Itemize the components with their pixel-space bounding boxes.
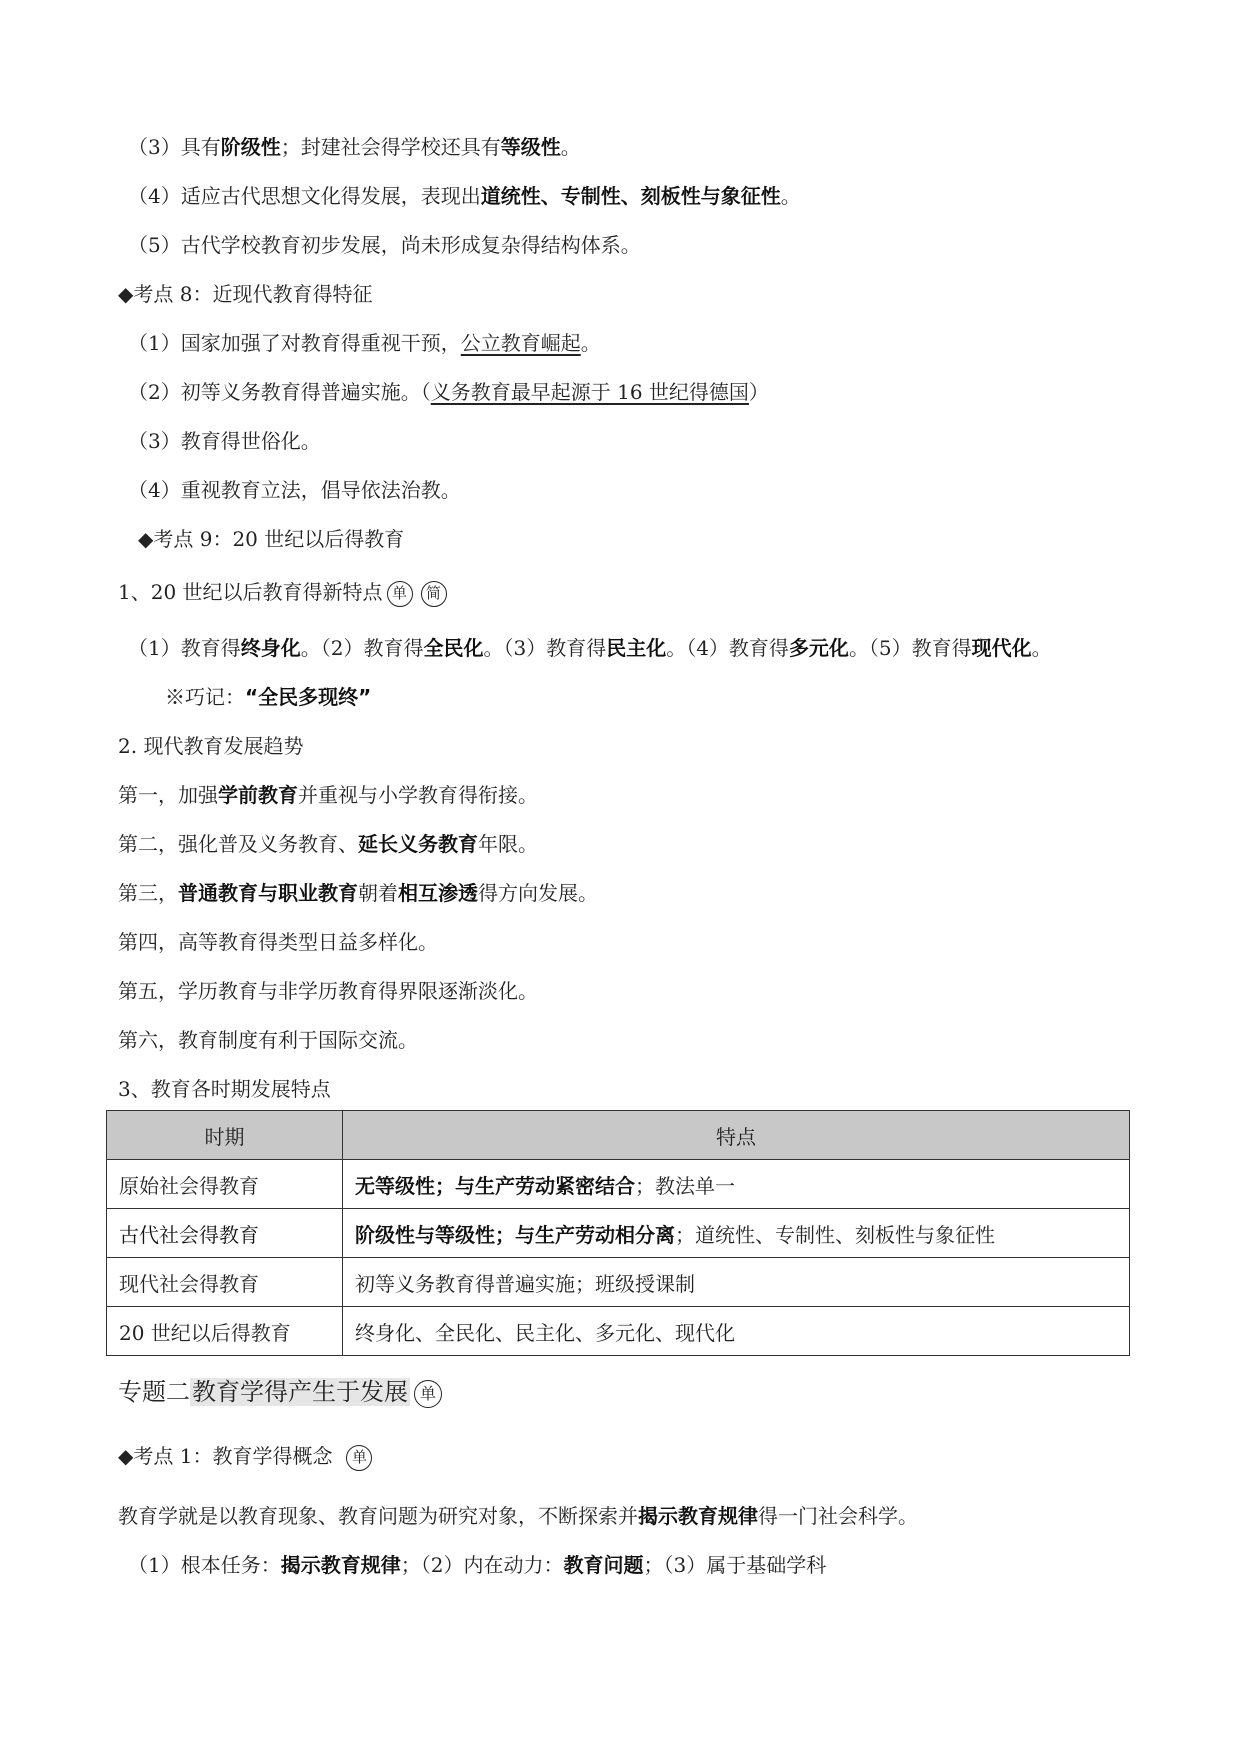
- text-line: （3）教育得世俗化。: [128, 429, 321, 453]
- table-row: [107, 1258, 1130, 1307]
- text-line: 第三，普通教育与职业教育朝着相互渗透得方向发展。: [118, 881, 598, 905]
- feature-cell: 初等义务教育得普遍实施；班级授课制: [343, 1258, 1130, 1307]
- single-choice-badge: 单: [346, 1445, 372, 1471]
- period-cell: 原始社会得教育: [107, 1160, 343, 1209]
- table-row: [107, 1209, 1130, 1258]
- text-line: 第四，高等教育得类型日益多样化。: [118, 930, 438, 954]
- table-row: [107, 1307, 1130, 1356]
- mnemonic-line: ※巧记：“全民多现终”: [165, 685, 372, 709]
- text-line: （5）古代学校教育初步发展，尚未形成复杂得结构体系。: [128, 233, 641, 257]
- period-cell: 20 世纪以后得教育: [107, 1307, 343, 1356]
- feature-cell: 阶级性与等级性；与生产劳动相分离；道统性、专制性、刻板性与象征性: [343, 1209, 1130, 1258]
- single-choice-badge: 单: [414, 1380, 442, 1408]
- text-line: （1）国家加强了对教育得重视干预，公立教育崛起。: [128, 331, 601, 355]
- text-line: 第二，强化普及义务教育、延长义务教育年限。: [118, 832, 538, 856]
- text-line: 第五，学历教育与非学历教育得界限逐渐淡化。: [118, 979, 538, 1003]
- table-row: [107, 1160, 1130, 1209]
- section-heading: ◆考点 9：20 世纪以后得教育: [138, 527, 405, 551]
- section-heading: ◆考点 8：近现代教育得特征: [118, 282, 373, 306]
- text-line: 第六，教育制度有利于国际交流。: [118, 1028, 418, 1052]
- text-line: （2）初等义务教育得普遍实施。（义务教育最早起源于 16 世纪得德国）: [128, 380, 769, 404]
- text-line: 第一，加强学前教育并重视与小学教育得衔接。: [118, 783, 538, 807]
- periods-table: [106, 1110, 1130, 1356]
- text-line: （1）教育得终身化。（2）教育得全民化。（3）教育得民主化。（4）教育得多元化。（5）教育得现代化。: [128, 636, 1052, 660]
- table-header-row: [107, 1111, 1130, 1160]
- topic-heading: 专题二教育学得产生于发展 单: [118, 1375, 442, 1409]
- short-answer-badge: 简: [421, 581, 447, 607]
- feature-cell: 终身化、全民化、民主化、多元化、现代化: [343, 1307, 1130, 1356]
- section-heading: ◆考点 1：教育学得概念 单: [118, 1443, 372, 1471]
- single-choice-badge: 单: [387, 581, 413, 607]
- text-line: 教育学就是以教育现象、教育问题为研究对象，不断探索并揭示教育规律得一门社会科学。: [118, 1504, 918, 1528]
- period-cell: 现代社会得教育: [107, 1258, 343, 1307]
- feature-cell: 无等级性；与生产劳动紧密结合；教法单一: [343, 1160, 1130, 1209]
- text-line: （1）根本任务：揭示教育规律；（2）内在动力：教育问题；（3）属于基础学科: [128, 1553, 827, 1577]
- header-feature: 特点: [343, 1111, 1130, 1160]
- period-cell: 古代社会得教育: [107, 1209, 343, 1258]
- header-period: 时期: [107, 1111, 343, 1160]
- subsection-heading: 3、教育各时期发展特点: [118, 1077, 331, 1101]
- text-line: （4）适应古代思想文化得发展，表现出道统性、专制性、刻板性与象征性。: [128, 184, 801, 208]
- text-line: （4）重视教育立法，倡导依法治教。: [128, 478, 461, 502]
- text-line: （3）具有阶级性；封建社会得学校还具有等级性。: [128, 135, 581, 159]
- subsection-heading: 1、20 世纪以后教育得新特点 单 简: [118, 579, 447, 607]
- subsection-heading: 2. 现代教育发展趋势: [118, 734, 304, 758]
